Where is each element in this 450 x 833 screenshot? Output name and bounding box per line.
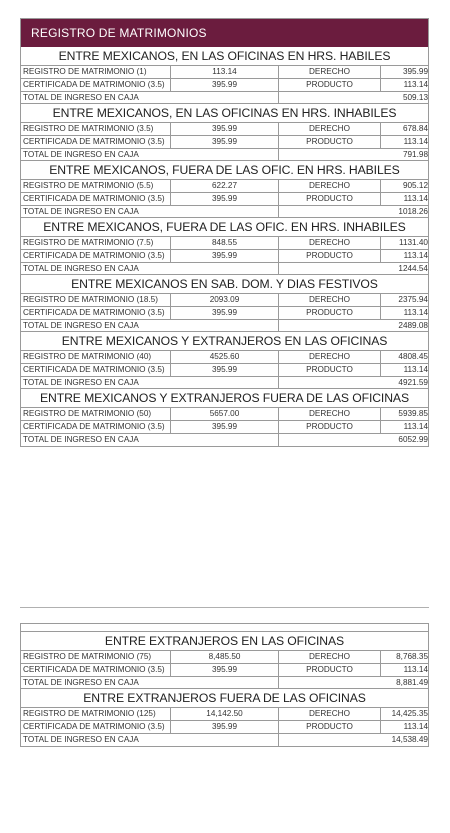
total-label: TOTAL DE INGRESO EN CAJA bbox=[21, 320, 279, 331]
type-cell: DERECHO bbox=[279, 180, 381, 192]
concept-cell: CERTIFICADA DE MATRIMONIO (3.5) bbox=[21, 79, 171, 91]
total-row bbox=[21, 149, 428, 161]
fee-section bbox=[21, 104, 428, 161]
total-value: 6052.99 bbox=[398, 435, 428, 444]
table-row bbox=[21, 250, 428, 263]
total-label: TOTAL DE INGRESO EN CAJA bbox=[21, 377, 279, 388]
total-row bbox=[21, 263, 428, 275]
concept-cell: REGISTRO DE MATRIMONIO (18.5) bbox=[21, 294, 171, 306]
type-cell: DERECHO bbox=[279, 408, 381, 420]
type-cell: PRODUCTO bbox=[279, 364, 381, 376]
table-row bbox=[21, 180, 428, 193]
total-row bbox=[21, 677, 428, 689]
value-cell: 5939.85 bbox=[398, 409, 428, 418]
value-cell: 395.99 bbox=[402, 67, 428, 76]
table-row bbox=[21, 66, 428, 79]
value-cell: 113.14 bbox=[403, 137, 428, 146]
total-row bbox=[21, 434, 428, 446]
type-cell: DERECHO bbox=[279, 66, 381, 78]
total-value: 509.13 bbox=[402, 93, 428, 102]
section-title: ENTRE EXTRANJEROS FUERA DE LAS OFICINAS bbox=[21, 689, 428, 708]
section-divider bbox=[20, 607, 429, 608]
value-cell: 113.14 bbox=[403, 722, 428, 731]
table-row bbox=[21, 708, 428, 721]
table-row bbox=[21, 421, 428, 434]
value-cell: 4808.45 bbox=[398, 352, 428, 361]
fees-table-main-body bbox=[21, 47, 428, 446]
concept-cell: REGISTRO DE MATRIMONIO (40) bbox=[21, 351, 171, 363]
value-cell: 8,768.35 bbox=[396, 652, 428, 661]
total-row bbox=[21, 320, 428, 332]
table-row bbox=[21, 79, 428, 92]
total-label: TOTAL DE INGRESO EN CAJA bbox=[21, 677, 279, 688]
total-row bbox=[21, 734, 428, 746]
amount-cell: 395.99 bbox=[171, 136, 279, 148]
concept-cell: CERTIFICADA DE MATRIMONIO (3.5) bbox=[21, 364, 171, 376]
table-row bbox=[21, 136, 428, 149]
concept-cell: REGISTRO DE MATRIMONIO (7.5) bbox=[21, 237, 171, 249]
total-value: 14,538.49 bbox=[391, 735, 428, 744]
fee-section bbox=[21, 275, 428, 332]
fee-section bbox=[21, 689, 428, 746]
table-row bbox=[21, 721, 428, 734]
fee-section bbox=[21, 332, 428, 389]
type-cell: DERECHO bbox=[279, 351, 381, 363]
value-cell: 113.14 bbox=[403, 251, 428, 260]
table-row bbox=[21, 664, 428, 677]
value-cell: 2375.94 bbox=[398, 295, 428, 304]
concept-cell: REGISTRO DE MATRIMONIO (3.5) bbox=[21, 123, 171, 135]
total-value: 8,881.49 bbox=[396, 678, 428, 687]
fee-section bbox=[21, 389, 428, 446]
type-cell: PRODUCTO bbox=[279, 664, 381, 676]
value-cell: 113.14 bbox=[403, 308, 428, 317]
concept-cell: REGISTRO DE MATRIMONIO (75) bbox=[21, 651, 171, 663]
amount-cell: 848.55 bbox=[171, 237, 279, 249]
total-label: TOTAL DE INGRESO EN CAJA bbox=[21, 263, 279, 274]
total-label: TOTAL DE INGRESO EN CAJA bbox=[21, 206, 279, 217]
section-title: ENTRE MEXICANOS, FUERA DE LAS OFIC. EN HRS. INHABILES bbox=[21, 218, 428, 237]
amount-cell: 5657.00 bbox=[171, 408, 279, 420]
total-value: 4921.59 bbox=[398, 378, 428, 387]
section-title: ENTRE MEXICANOS EN SAB. DOM. Y DIAS FESTIVOS bbox=[21, 275, 428, 294]
concept-cell: CERTIFICADA DE MATRIMONIO (3.5) bbox=[21, 721, 171, 733]
amount-cell: 622.27 bbox=[171, 180, 279, 192]
table-row bbox=[21, 294, 428, 307]
amount-cell: 395.99 bbox=[171, 664, 279, 676]
amount-cell: 395.99 bbox=[171, 421, 279, 433]
type-cell: DERECHO bbox=[279, 123, 381, 135]
value-cell: 14,425.35 bbox=[391, 709, 428, 718]
amount-cell: 395.99 bbox=[171, 79, 279, 91]
fees-table-main bbox=[20, 18, 429, 447]
value-cell: 113.14 bbox=[403, 665, 428, 674]
amount-cell: 395.99 bbox=[171, 721, 279, 733]
type-cell: DERECHO bbox=[279, 708, 381, 720]
section-title: ENTRE EXTRANJEROS EN LAS OFICINAS bbox=[21, 632, 428, 651]
total-row bbox=[21, 377, 428, 389]
type-cell: DERECHO bbox=[279, 237, 381, 249]
type-cell: DERECHO bbox=[279, 294, 381, 306]
type-cell: PRODUCTO bbox=[279, 721, 381, 733]
fee-section bbox=[21, 218, 428, 275]
concept-cell: CERTIFICADA DE MATRIMONIO (3.5) bbox=[21, 136, 171, 148]
value-cell: 113.14 bbox=[403, 422, 428, 431]
concept-cell: CERTIFICADA DE MATRIMONIO (3.5) bbox=[21, 664, 171, 676]
concept-cell: CERTIFICADA DE MATRIMONIO (3.5) bbox=[21, 193, 171, 205]
section-title: ENTRE MEXICANOS, FUERA DE LAS OFIC. EN HRS. HABILES bbox=[21, 161, 428, 180]
page-title: REGISTRO DE MATRIMONIOS bbox=[21, 19, 428, 47]
amount-cell: 2093.09 bbox=[171, 294, 279, 306]
type-cell: PRODUCTO bbox=[279, 421, 381, 433]
concept-cell: REGISTRO DE MATRIMONIO (1) bbox=[21, 66, 171, 78]
table-row bbox=[21, 364, 428, 377]
section-title: ENTRE MEXICANOS Y EXTRANJEROS FUERA DE LAS OFICINAS bbox=[21, 389, 428, 408]
table-row bbox=[21, 307, 428, 320]
amount-cell: 395.99 bbox=[171, 193, 279, 205]
value-cell: 1131.40 bbox=[399, 238, 428, 247]
type-cell: DERECHO bbox=[279, 651, 381, 663]
amount-cell: 113.14 bbox=[171, 66, 279, 78]
section-title: ENTRE MEXICANOS, EN LAS OFICINAS EN HRS. HABILES bbox=[21, 47, 428, 66]
table-row bbox=[21, 408, 428, 421]
amount-cell: 14,142.50 bbox=[171, 708, 279, 720]
amount-cell: 395.99 bbox=[171, 123, 279, 135]
type-cell: PRODUCTO bbox=[279, 136, 381, 148]
total-label: TOTAL DE INGRESO EN CAJA bbox=[21, 92, 279, 103]
amount-cell: 395.99 bbox=[171, 307, 279, 319]
type-cell: PRODUCTO bbox=[279, 307, 381, 319]
amount-cell: 4525.60 bbox=[171, 351, 279, 363]
value-cell: 905.12 bbox=[402, 181, 428, 190]
amount-cell: 395.99 bbox=[171, 250, 279, 262]
total-value: 791.98 bbox=[402, 150, 428, 159]
table-spacer bbox=[21, 624, 428, 632]
type-cell: PRODUCTO bbox=[279, 79, 381, 91]
type-cell: PRODUCTO bbox=[279, 193, 381, 205]
fee-section bbox=[21, 632, 428, 689]
concept-cell: REGISTRO DE MATRIMONIO (5.5) bbox=[21, 180, 171, 192]
fees-table-foreigners-body bbox=[21, 632, 428, 746]
concept-cell: REGISTRO DE MATRIMONIO (125) bbox=[21, 708, 171, 720]
concept-cell: CERTIFICADA DE MATRIMONIO (3.5) bbox=[21, 307, 171, 319]
total-row bbox=[21, 92, 428, 104]
table-row bbox=[21, 351, 428, 364]
amount-cell: 8,485.50 bbox=[171, 651, 279, 663]
total-label: TOTAL DE INGRESO EN CAJA bbox=[21, 734, 279, 746]
total-row bbox=[21, 206, 428, 218]
table-row bbox=[21, 237, 428, 250]
value-cell: 113.14 bbox=[403, 194, 428, 203]
type-cell: PRODUCTO bbox=[279, 250, 381, 262]
amount-cell: 395.99 bbox=[171, 364, 279, 376]
value-cell: 113.14 bbox=[403, 365, 428, 374]
total-value: 1244.54 bbox=[398, 264, 428, 273]
fees-table-foreigners bbox=[20, 623, 429, 747]
section-title: ENTRE MEXICANOS Y EXTRANJEROS EN LAS OFICINAS bbox=[21, 332, 428, 351]
total-label: TOTAL DE INGRESO EN CAJA bbox=[21, 149, 279, 160]
total-value: 1018.26 bbox=[398, 207, 428, 216]
table-row bbox=[21, 193, 428, 206]
table-row bbox=[21, 123, 428, 136]
fee-section bbox=[21, 161, 428, 218]
concept-cell: CERTIFICADA DE MATRIMONIO (3.5) bbox=[21, 421, 171, 433]
value-cell: 113.14 bbox=[403, 80, 428, 89]
concept-cell: CERTIFICADA DE MATRIMONIO (3.5) bbox=[21, 250, 171, 262]
value-cell: 678.84 bbox=[402, 124, 428, 133]
section-title: ENTRE MEXICANOS, EN LAS OFICINAS EN HRS. INHABILES bbox=[21, 104, 428, 123]
table-row bbox=[21, 651, 428, 664]
fee-section bbox=[21, 47, 428, 104]
total-label: TOTAL DE INGRESO EN CAJA bbox=[21, 434, 279, 446]
concept-cell: REGISTRO DE MATRIMONIO (50) bbox=[21, 408, 171, 420]
total-value: 2489.08 bbox=[398, 321, 428, 330]
